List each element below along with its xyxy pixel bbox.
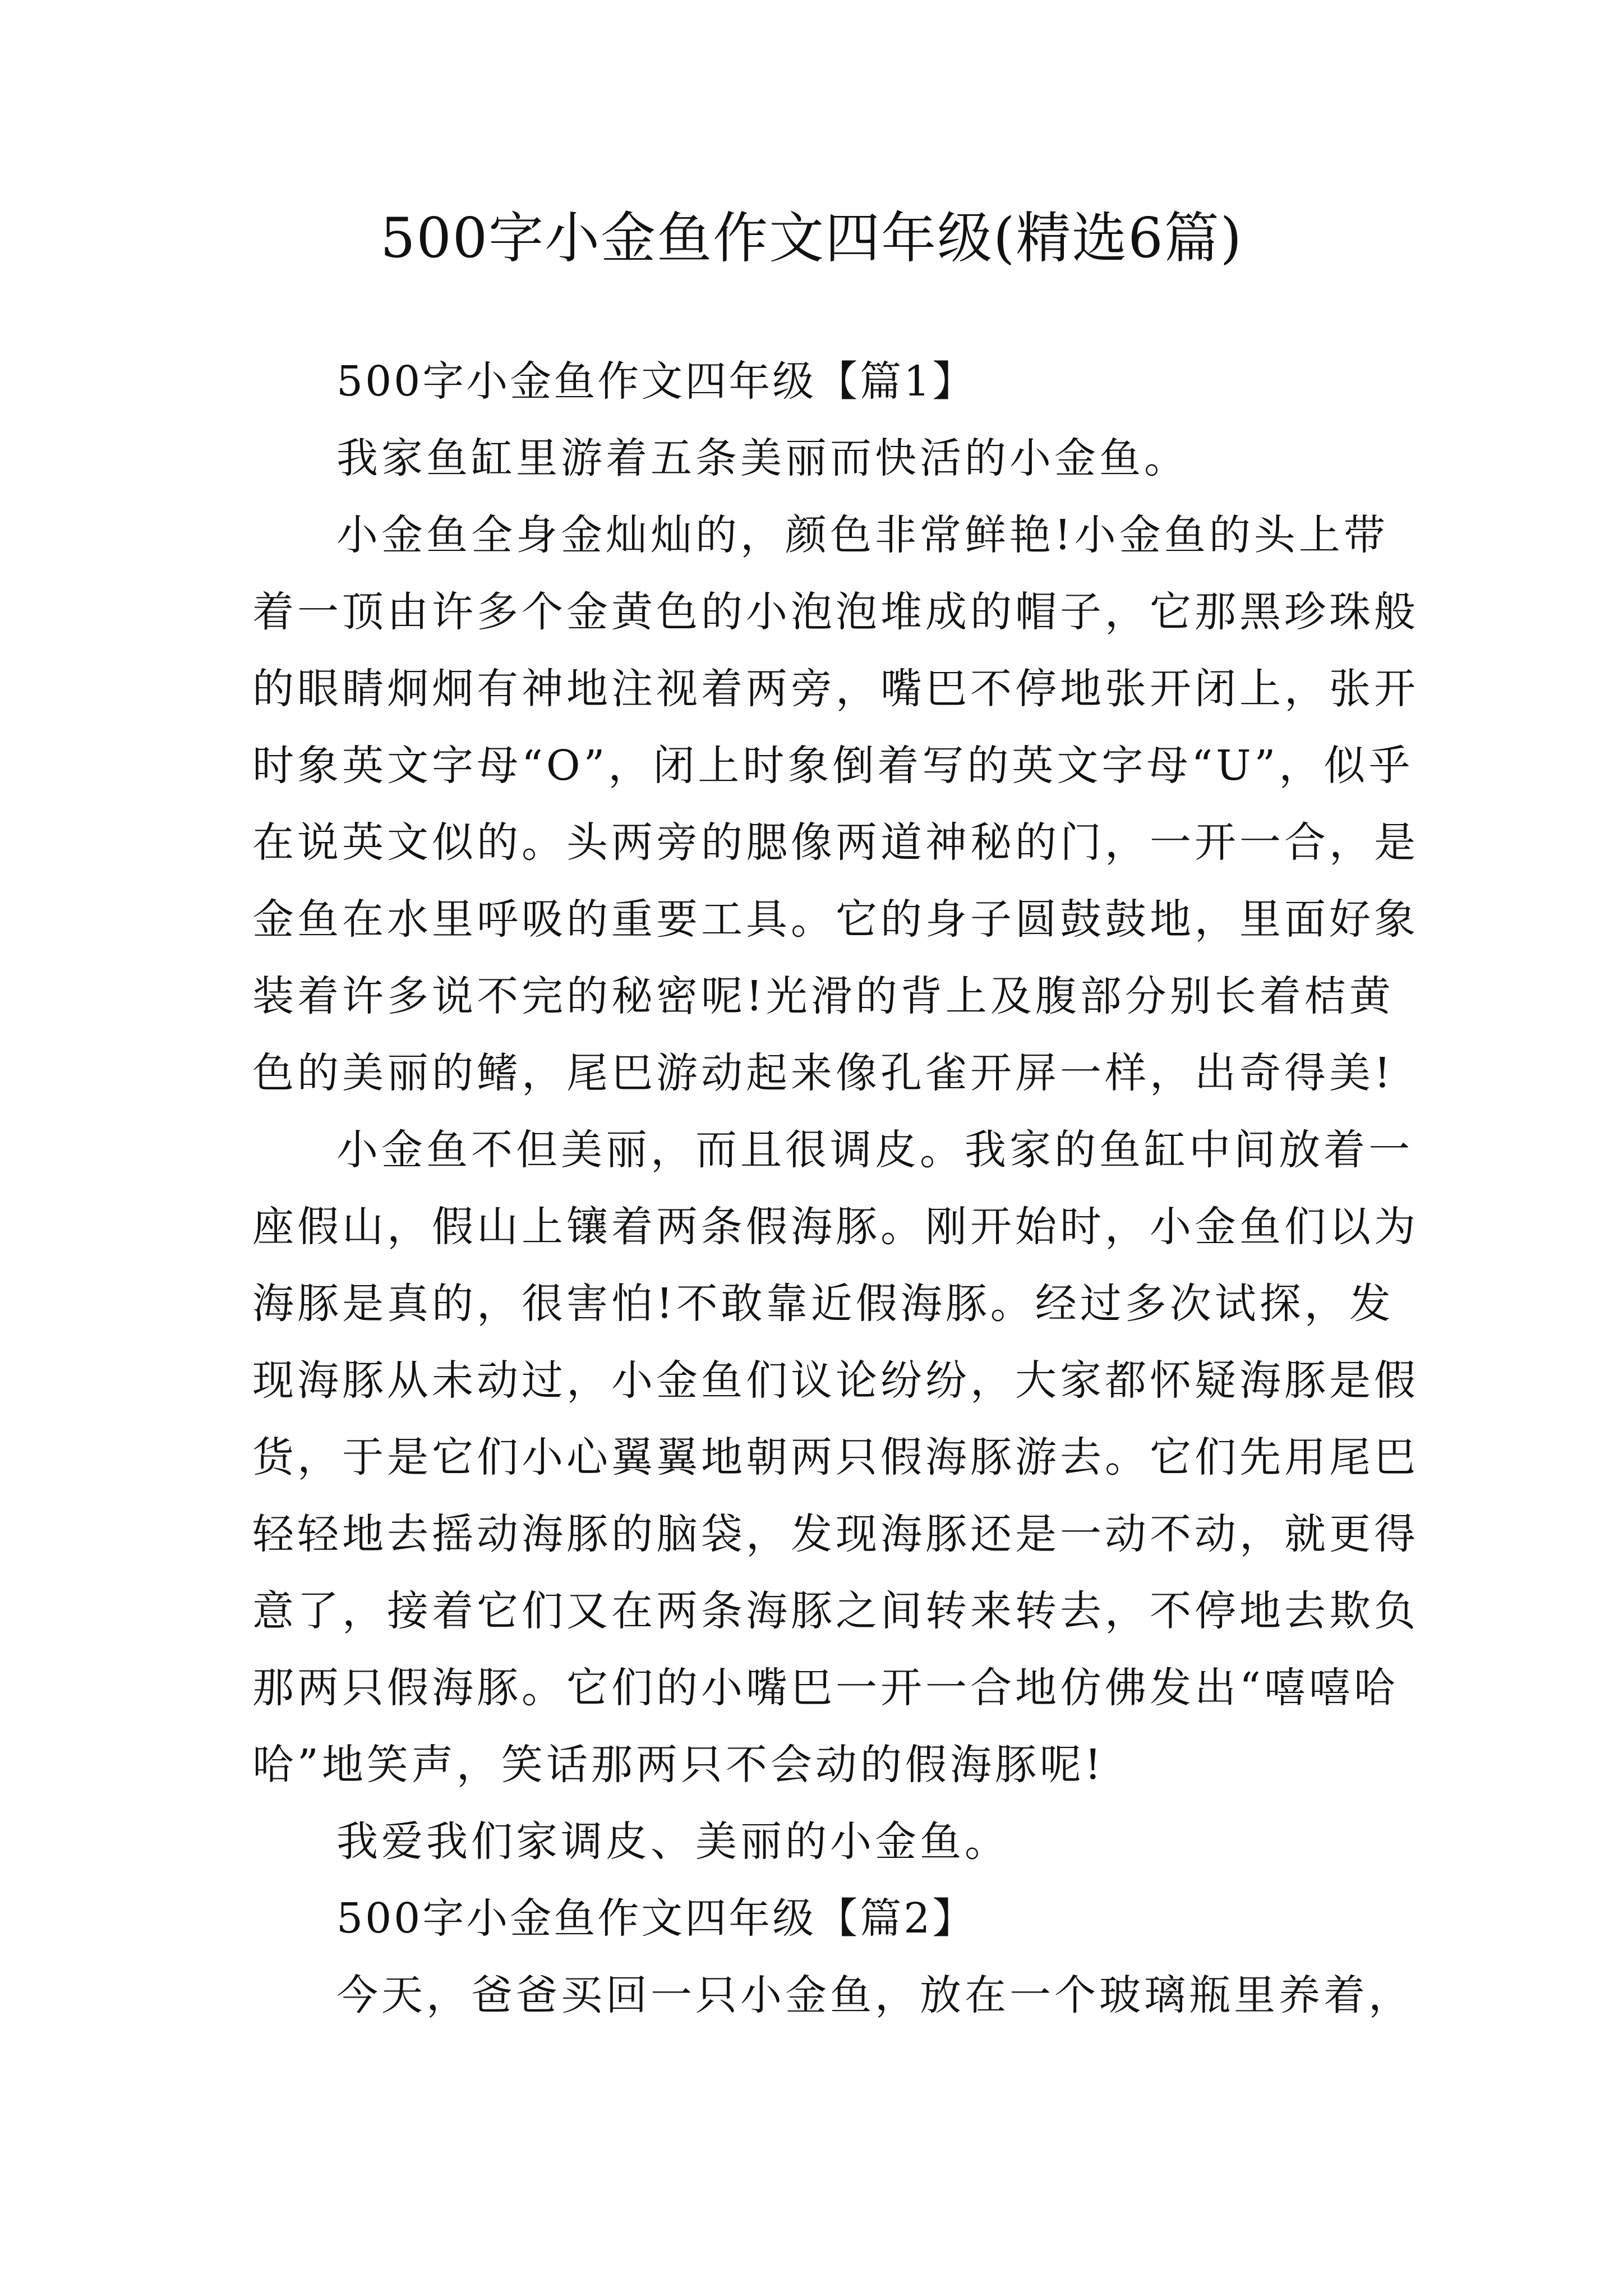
paragraph-line: 现海豚从未动过，小金鱼们议论纷纷，大家都怀疑海豚是假 bbox=[252, 1356, 1419, 1405]
paragraph-line: 意了，接着它们又在两条海豚之间转来转去，不停地去欺负 bbox=[252, 1587, 1419, 1635]
paragraph-line: 今天，爸爸买回一只小金鱼，放在一个玻璃瓶里养着， bbox=[336, 1971, 1413, 2019]
paragraph-line: 座假山，假山上镶着两条假海豚。刚开始时，小金鱼们以为 bbox=[252, 1203, 1419, 1251]
paragraph-line: 我爱我们家调皮、美丽的小金鱼。 bbox=[336, 1818, 1009, 1866]
paragraph-line: 的眼睛炯炯有神地注视着两旁，嘴巴不停地张开闭上，张开 bbox=[252, 665, 1419, 713]
paragraph-line: 时象英文字母“O”，闭上时象倒着写的英文字母“U”，似乎 bbox=[252, 742, 1414, 790]
paragraph-line: 金鱼在水里呼吸的重要工具。它的身子圆鼓鼓地，里面好象 bbox=[252, 895, 1419, 944]
paragraph-line: 小金鱼不但美丽，而且很调皮。我家的鱼缸中间放着一 bbox=[336, 1126, 1413, 1174]
paragraph-line: 小金鱼全身金灿灿的，颜色非常鲜艳!小金鱼的头上带 bbox=[336, 511, 1389, 559]
section-heading: 500字小金鱼作文四年级【篇1】 bbox=[336, 357, 976, 406]
paragraph-line: 轻轻地去摇动海豚的脑袋，发现海豚还是一动不动，就更得 bbox=[252, 1510, 1419, 1558]
paragraph-line: 海豚是真的，很害怕!不敢靠近假海豚。经过多次试探，发 bbox=[252, 1280, 1394, 1328]
paragraph-line: 那两只假海豚。它们的小嘴巴一开一合地仿佛发出“嘻嘻哈 bbox=[252, 1664, 1399, 1712]
paragraph-line: 我家鱼缸里游着五条美丽而快活的小金鱼。 bbox=[336, 434, 1189, 482]
paragraph-line: 货，于是它们小心翼翼地朝两只假海豚游去。它们先用尾巴 bbox=[252, 1433, 1419, 1481]
paragraph-line: 着一顶由许多个金黄色的小泡泡堆成的帽子，它那黑珍珠般 bbox=[252, 588, 1419, 636]
section-heading: 500字小金鱼作文四年级【篇2】 bbox=[336, 1894, 976, 1943]
paragraph-line: 装着许多说不完的秘密呢!光滑的背上及腹部分别长着桔黄 bbox=[252, 972, 1394, 1020]
paragraph-line: 哈”地笑声，笑话那两只不会动的假海豚呢! bbox=[252, 1741, 1105, 1789]
document-body bbox=[252, 343, 1419, 2034]
paragraph-line: 色的美丽的鳍，尾巴游动起来像孔雀开屏一样，出奇得美! bbox=[252, 1049, 1394, 1097]
document-title: 500字小金鱼作文四年级(精选6篇) bbox=[380, 206, 1243, 270]
paragraph-line: 在说英文似的。头两旁的腮像两道神秘的门，一开一合，是 bbox=[252, 818, 1419, 867]
